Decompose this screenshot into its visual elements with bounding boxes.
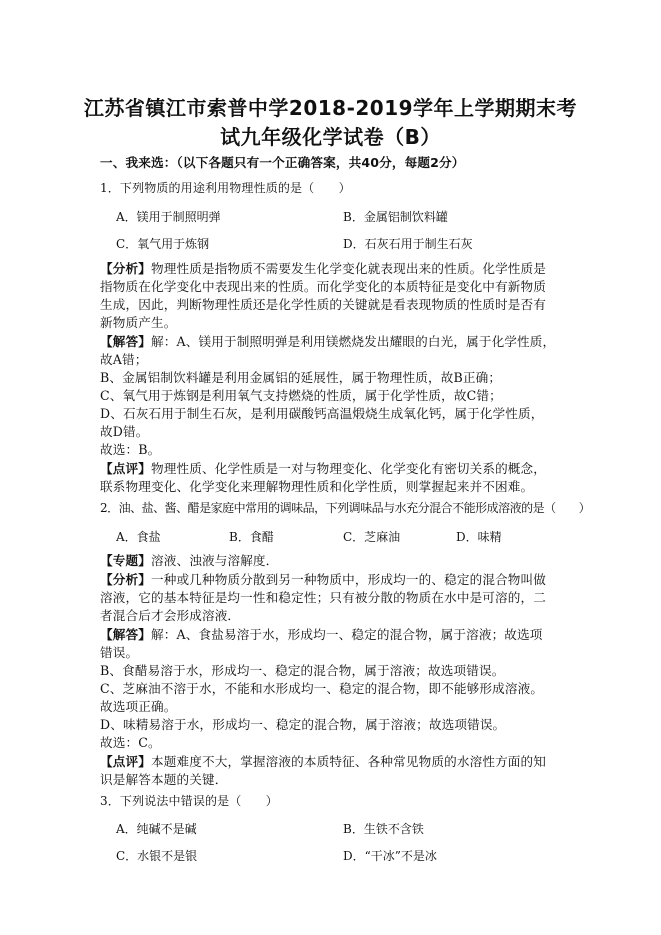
q1-solution-line-2: 故A错； — [100, 352, 148, 367]
q1-analysis-line-4: 新物质产生。 — [100, 315, 177, 330]
q2-comment-line-1 — [100, 753, 546, 770]
q2-solution-line-2: 错误。 — [100, 645, 139, 660]
q1-analysis-line-1 — [100, 260, 546, 277]
q1-analysis-line-3: 生成，因此，判断物理性质还是化学性质的关键就是看表现物质的性质时是否有 — [100, 297, 547, 312]
q3-option-b: B．生铁不含铁 — [343, 822, 424, 836]
q2-option-d: D．味精 — [456, 530, 502, 544]
question-3-stem: 3．下列说法中错误的是（ ） — [100, 794, 278, 808]
q2-solution-line-7: 故选：C。 — [100, 735, 161, 750]
analysis-tag: 【分析】 — [100, 572, 151, 587]
comment-tag: 【点评】 — [100, 461, 151, 476]
analysis-tag: 【分析】 — [100, 261, 151, 276]
q2-option-b: B．食醋 — [229, 530, 274, 544]
question-2-stem: 2．油、盐、酱、醋是家庭中常用的调味品，下列调味品与水充分混合不能形成溶液的是（ ） — [100, 501, 591, 515]
document-title-line-2: 试九年级化学试卷（B） — [220, 125, 441, 149]
comment-text: 物理性质、化学性质是一对与物理变化、化学变化有密切关系的概念， — [150, 461, 547, 476]
document-title-line-1: 江苏省镇江市索普中学2018-2019学年上学期期末考 — [83, 96, 578, 120]
q2-analysis-line-1 — [100, 571, 546, 588]
solution-tag: 【解答】 — [100, 334, 151, 349]
q2-analysis-line-3: 者混合后才会形成溶液． — [100, 608, 241, 623]
solution-tag: 【解答】 — [100, 627, 151, 642]
comment-text: 本题难度不大，掌握溶液的本质特征、各种常见物质的水溶性方面的知 — [150, 754, 547, 769]
q1-solution-line-6: 故D错。 — [100, 424, 149, 439]
q1-option-c: C．氧气用于炼钢 — [116, 237, 210, 251]
analysis-text: 物理性质是指物质不需要发生化学变化就表现出来的性质。化学性质是 — [150, 261, 547, 276]
q2-solution-line-1 — [100, 626, 543, 643]
q2-solution-line-6: D、味精易溶于水，形成均一、稳定的混合物，属于溶液；故选项错误。 — [100, 717, 506, 732]
q2-solution-line-5: 故选项正确。 — [100, 699, 177, 714]
q3-option-a: A．纯碱不是碱 — [116, 822, 197, 836]
q1-solution-line-1 — [100, 333, 555, 350]
solution-text: 解：A、食盐易溶于水，形成均一、稳定的混合物，属于溶液；故选项 — [150, 627, 543, 642]
q1-solution-line-5: D、石灰石用于制生石灰，是利用碳酸钙高温煅烧生成氧化钙，属于化学性质， — [100, 406, 544, 421]
q3-option-c: C．水银不是银 — [116, 849, 198, 863]
q2-option-c: C．芝麻油 — [343, 530, 401, 544]
q1-comment-line-1 — [100, 460, 546, 477]
q1-option-b: B．金属铝制饮料罐 — [343, 210, 448, 224]
analysis-text: 一种或几种物质分散到另一种物质中，形成均一的、稳定的混合物叫做 — [150, 572, 547, 587]
solution-text: 解：A、镁用于制照明弹是利用镁燃烧发出耀眼的白光，属于化学性质， — [150, 334, 556, 349]
q1-solution-line-4: C、氧气用于炼钢是利用氧气支持燃烧的性质，属于化学性质，故C错； — [100, 388, 502, 403]
q2-comment-line-2: 识是解答本题的关键． — [100, 772, 228, 787]
topic-text: 溶液、浊液与溶解度． — [150, 553, 279, 568]
q2-solution-line-3: B、食醋易溶于水，形成均一、稳定的混合物，属于溶液；故选项错误。 — [100, 663, 505, 678]
section-heading: 一、我来选：（以下各题只有一个正确答案，共40分，每题2分） — [100, 155, 465, 170]
q2-analysis-line-2: 溶液，它的基本特征是均一性和稳定性；只有被分散的物质在水中是可溶的，二 — [100, 590, 547, 605]
q2-option-a: A．食盐 — [116, 530, 161, 544]
q1-analysis-line-2: 指物质在化学变化中表现出来的性质。而化学变化的本质特征是变化中有新物质 — [100, 279, 547, 294]
comment-tag: 【点评】 — [100, 754, 151, 769]
q1-option-d: D．石灰石用于制生石灰 — [343, 237, 473, 251]
q2-solution-line-4: C、芝麻油不溶于水，不能和水形成均一、稳定的混合物，即不能够形成溶液。 — [100, 681, 544, 696]
topic-tag: 【专题】 — [100, 553, 151, 568]
q1-solution-line-3: B、金属铝制饮料罐是利用金属铝的延展性，属于物理性质，故B正确； — [100, 370, 502, 385]
q1-solution-line-7: 故选：B。 — [100, 442, 161, 457]
q1-comment-line-2: 联系物理变化、化学变化来理解物理性质和化学性质，则掌握起来并不困难。 — [100, 479, 534, 494]
question-1-stem: 1．下列物质的用途利用物理性质的是（ ） — [100, 181, 351, 195]
q3-option-d: D．“干冰”不是冰 — [343, 849, 437, 863]
q1-option-a: A．镁用于制照明弹 — [116, 210, 221, 224]
q2-topic-line — [100, 552, 278, 569]
